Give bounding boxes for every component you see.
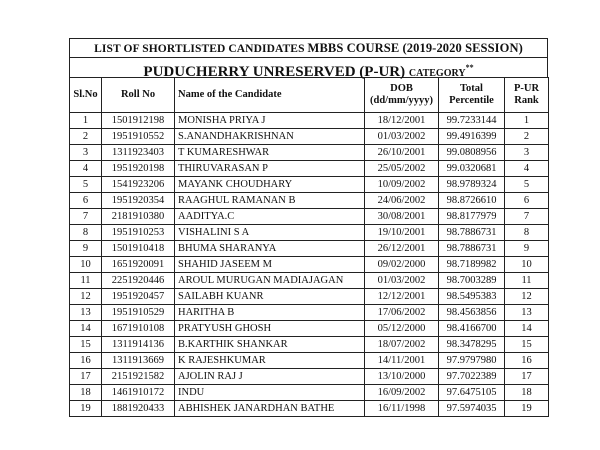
cell-rollno: 1501912198 — [102, 113, 175, 129]
cell-dob: 13/10/2000 — [365, 369, 439, 385]
cell-slno: 13 — [70, 305, 102, 321]
cell-name: HARITHA B — [175, 305, 365, 321]
cell-rank: 5 — [505, 177, 549, 193]
cell-percentile: 98.3478295 — [439, 337, 505, 353]
cell-dob: 16/11/1998 — [365, 401, 439, 417]
cell-slno: 1 — [70, 113, 102, 129]
header-total-line1: Total — [460, 83, 483, 94]
cell-dob: 26/12/2001 — [365, 241, 439, 257]
table-row — [70, 289, 549, 305]
shortlist-document — [69, 38, 548, 417]
cell-dob: 30/08/2001 — [365, 209, 439, 225]
table-row — [70, 113, 549, 129]
header-rank — [505, 78, 549, 113]
cell-dob: 10/09/2002 — [365, 177, 439, 193]
cell-rollno: 1951920354 — [102, 193, 175, 209]
cell-rank: 14 — [505, 321, 549, 337]
cell-percentile: 98.4166700 — [439, 321, 505, 337]
cell-rank: 12 — [505, 289, 549, 305]
cell-rollno: 1311923403 — [102, 145, 175, 161]
cell-name: SAILABH KUANR — [175, 289, 365, 305]
cell-rank: 15 — [505, 337, 549, 353]
cell-percentile: 99.7233144 — [439, 113, 505, 129]
cell-name: B.KARTHIK SHANKAR — [175, 337, 365, 353]
cell-slno: 14 — [70, 321, 102, 337]
cell-dob: 09/02/2000 — [365, 257, 439, 273]
table-row — [70, 321, 549, 337]
cell-rank: 6 — [505, 193, 549, 209]
cell-name: AROUL MURUGAN MADIAJAGAN — [175, 273, 365, 289]
cell-rollno: 2151921582 — [102, 369, 175, 385]
header-dob-line1: DOB — [390, 83, 413, 94]
header-name: Name of the Candidate — [175, 78, 365, 113]
cell-dob: 25/05/2002 — [365, 161, 439, 177]
cell-percentile: 99.0320681 — [439, 161, 505, 177]
cell-rank: 1 — [505, 113, 549, 129]
cell-slno: 2 — [70, 129, 102, 145]
header-total-line2: Percentile — [449, 95, 494, 106]
cell-name: VISHALINI S A — [175, 225, 365, 241]
cell-name: MAYANK CHOUDHARY — [175, 177, 365, 193]
cell-slno: 4 — [70, 161, 102, 177]
cell-percentile: 98.7886731 — [439, 225, 505, 241]
table-row — [70, 193, 549, 209]
cell-dob: 12/12/2001 — [365, 289, 439, 305]
cell-slno: 7 — [70, 209, 102, 225]
cell-rank: 17 — [505, 369, 549, 385]
table-row — [70, 385, 549, 401]
cell-slno: 18 — [70, 385, 102, 401]
cell-name: ABHISHEK JANARDHAN BATHE — [175, 401, 365, 417]
cell-dob: 05/12/2000 — [365, 321, 439, 337]
table-row — [70, 161, 549, 177]
cell-rollno: 1881920433 — [102, 401, 175, 417]
cell-slno: 15 — [70, 337, 102, 353]
table-row — [70, 369, 549, 385]
cell-name: AJOLIN RAJ J — [175, 369, 365, 385]
header-dob-line2: (dd/mm/yyyy) — [370, 95, 433, 106]
cell-slno: 3 — [70, 145, 102, 161]
cell-percentile: 98.7886731 — [439, 241, 505, 257]
table-row — [70, 225, 549, 241]
cell-slno: 8 — [70, 225, 102, 241]
table-row — [70, 401, 549, 417]
cell-rollno: 1541923206 — [102, 177, 175, 193]
cell-name: K RAJESHKUMAR — [175, 353, 365, 369]
cell-dob: 19/10/2001 — [365, 225, 439, 241]
cell-name: PRATYUSH GHOSH — [175, 321, 365, 337]
candidates-table — [69, 77, 549, 417]
table-row — [70, 273, 549, 289]
cell-rank: 11 — [505, 273, 549, 289]
table-row — [70, 257, 549, 273]
title-prefix: LIST OF SHORTLISTED CANDIDATES — [94, 43, 305, 55]
cell-percentile: 97.9797980 — [439, 353, 505, 369]
cell-rollno: 1671910108 — [102, 321, 175, 337]
cell-rollno: 1951920457 — [102, 289, 175, 305]
cell-dob: 26/10/2001 — [365, 145, 439, 161]
cell-rank: 2 — [505, 129, 549, 145]
header-rollno: Roll No — [102, 78, 175, 113]
cell-name: INDU — [175, 385, 365, 401]
table-row — [70, 129, 549, 145]
cell-rank: 8 — [505, 225, 549, 241]
cell-percentile: 98.8726610 — [439, 193, 505, 209]
cell-name: SHAHID JASEEM M — [175, 257, 365, 273]
header-rank-line2: Rank — [514, 95, 539, 106]
table-row — [70, 337, 549, 353]
cell-name: S.ANANDHAKRISHNAN — [175, 129, 365, 145]
category-title — [69, 57, 548, 80]
cell-dob: 24/06/2002 — [365, 193, 439, 209]
cell-rollno: 1951910253 — [102, 225, 175, 241]
cell-name: THIRUVARASAN P — [175, 161, 365, 177]
cell-rank: 4 — [505, 161, 549, 177]
cell-rank: 16 — [505, 353, 549, 369]
title-course: MBBS COURSE (2019-2020 SESSION) — [307, 41, 523, 55]
cell-rank: 3 — [505, 145, 549, 161]
table-row — [70, 241, 549, 257]
cell-rank: 7 — [505, 209, 549, 225]
table-row — [70, 209, 549, 225]
cell-name: MONISHA PRIYA J — [175, 113, 365, 129]
category-marks: ** — [465, 63, 474, 72]
cell-rank: 10 — [505, 257, 549, 273]
cell-percentile: 98.7189982 — [439, 257, 505, 273]
cell-rollno: 1651920091 — [102, 257, 175, 273]
cell-rollno: 1311913669 — [102, 353, 175, 369]
cell-rank: 13 — [505, 305, 549, 321]
table-row — [70, 177, 549, 193]
header-rank-line1: P-UR — [513, 83, 540, 94]
cell-rank: 19 — [505, 401, 549, 417]
cell-dob: 01/03/2002 — [365, 129, 439, 145]
cell-percentile: 98.9789324 — [439, 177, 505, 193]
cell-dob: 16/09/2002 — [365, 385, 439, 401]
table-row — [70, 305, 549, 321]
cell-percentile: 97.7022389 — [439, 369, 505, 385]
cell-dob: 14/11/2001 — [365, 353, 439, 369]
cell-rank: 9 — [505, 241, 549, 257]
cell-rollno: 1951910552 — [102, 129, 175, 145]
document-title — [69, 38, 548, 57]
cell-slno: 11 — [70, 273, 102, 289]
cell-dob: 01/03/2002 — [365, 273, 439, 289]
cell-dob: 18/12/2001 — [365, 113, 439, 129]
header-total — [439, 78, 505, 113]
cell-percentile: 97.5974035 — [439, 401, 505, 417]
table-row — [70, 145, 549, 161]
cell-percentile: 98.8177979 — [439, 209, 505, 225]
cell-percentile: 98.4563856 — [439, 305, 505, 321]
cell-name: BHUMA SHARANYA — [175, 241, 365, 257]
cell-slno: 19 — [70, 401, 102, 417]
cell-slno: 5 — [70, 177, 102, 193]
cell-dob: 18/07/2002 — [365, 337, 439, 353]
cell-name: RAAGHUL RAMANAN B — [175, 193, 365, 209]
cell-slno: 10 — [70, 257, 102, 273]
cell-rollno: 1311914136 — [102, 337, 175, 353]
cell-percentile: 99.0808956 — [439, 145, 505, 161]
cell-dob: 17/06/2002 — [365, 305, 439, 321]
header-slno: Sl.No — [70, 78, 102, 113]
cell-slno: 17 — [70, 369, 102, 385]
cell-rollno: 1461910172 — [102, 385, 175, 401]
cell-percentile: 98.5495383 — [439, 289, 505, 305]
cell-percentile: 98.7003289 — [439, 273, 505, 289]
cell-rollno: 2181910380 — [102, 209, 175, 225]
cell-name: T KUMARESHWAR — [175, 145, 365, 161]
cell-name: AADITYA.C — [175, 209, 365, 225]
cell-rollno: 1951920198 — [102, 161, 175, 177]
header-dob — [365, 78, 439, 113]
table-row — [70, 353, 549, 369]
cell-rollno: 1501910418 — [102, 241, 175, 257]
cell-percentile: 97.6475105 — [439, 385, 505, 401]
cell-slno: 16 — [70, 353, 102, 369]
cell-percentile: 99.4916399 — [439, 129, 505, 145]
category-label: CATEGORY — [408, 68, 466, 79]
table-header-row — [70, 78, 549, 113]
cell-rollno: 1951910529 — [102, 305, 175, 321]
category-name: PUDUCHERRY UNRESERVED (P-UR) — [143, 64, 406, 80]
cell-rollno: 2251920446 — [102, 273, 175, 289]
cell-slno: 12 — [70, 289, 102, 305]
cell-slno: 6 — [70, 193, 102, 209]
cell-slno: 9 — [70, 241, 102, 257]
cell-rank: 18 — [505, 385, 549, 401]
